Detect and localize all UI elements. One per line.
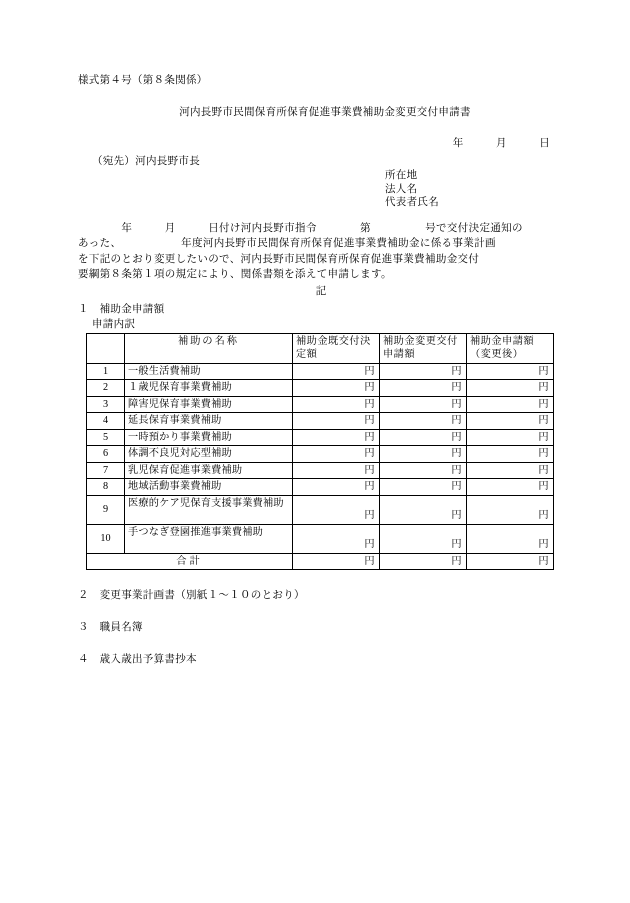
row-subsidy-name: 体調不良児対応型補助 xyxy=(125,446,293,463)
applicant-representative-label: 代表者氏名 xyxy=(385,197,439,208)
row-change-request-amount[interactable]: 円 xyxy=(380,380,467,397)
row-already-decided-amount[interactable]: 円 xyxy=(293,380,380,397)
row-change-request-amount[interactable]: 円 xyxy=(380,479,467,496)
row-already-decided-amount[interactable]: 円 xyxy=(293,495,380,524)
attachment-item-2: ２ 変更事業計画書（別紙１～１０のとおり） xyxy=(78,590,305,601)
table-row xyxy=(87,413,554,430)
row-subsidy-name: １歳児保育事業費補助 xyxy=(125,380,293,397)
column-header-already-decided: 補助金既交付決定額 xyxy=(293,333,380,363)
row-subsidy-name: 障害児保育事業費補助 xyxy=(125,396,293,413)
row-change-request-amount[interactable]: 円 xyxy=(380,524,467,553)
row-subsidy-name: 一時預かり事業費補助 xyxy=(125,429,293,446)
row-number: 9 xyxy=(87,495,125,524)
form-number: 様式第４号（第８条関係） xyxy=(78,75,208,86)
table-row xyxy=(87,479,554,496)
row-change-request-amount[interactable]: 円 xyxy=(380,363,467,380)
table-body xyxy=(87,363,554,570)
table-row xyxy=(87,524,554,553)
row-request-after-amount[interactable]: 円 xyxy=(467,380,554,397)
row-change-request-amount[interactable]: 円 xyxy=(380,396,467,413)
row-number: 6 xyxy=(87,446,125,463)
row-already-decided-amount[interactable]: 円 xyxy=(293,413,380,430)
row-subsidy-name: 乳児保育促進事業費補助 xyxy=(125,462,293,479)
total-request-after-amount[interactable]: 円 xyxy=(467,553,554,570)
row-request-after-amount[interactable]: 円 xyxy=(467,396,554,413)
applicant-address-label: 所在地 xyxy=(385,170,418,181)
date-line: 年 月 日 xyxy=(452,138,550,149)
row-already-decided-amount[interactable]: 円 xyxy=(293,446,380,463)
row-subsidy-name: 一般生活費補助 xyxy=(125,363,293,380)
row-already-decided-amount[interactable]: 円 xyxy=(293,363,380,380)
row-number: 5 xyxy=(87,429,125,446)
column-header-change-request: 補助金変更交付申請額 xyxy=(380,333,467,363)
document-title: 河内長野市民間保育所保育促進事業費補助金変更交付申請書 xyxy=(179,107,471,118)
table-row xyxy=(87,429,554,446)
table-row xyxy=(87,495,554,524)
table-row xyxy=(87,462,554,479)
row-number: 3 xyxy=(87,396,125,413)
attachment-item-3: ３ 職員名簿 xyxy=(78,622,143,633)
total-change-request-amount[interactable]: 円 xyxy=(380,553,467,570)
row-already-decided-amount[interactable]: 円 xyxy=(293,524,380,553)
column-header-no xyxy=(87,333,125,363)
row-request-after-amount[interactable]: 円 xyxy=(467,462,554,479)
row-request-after-amount[interactable]: 円 xyxy=(467,524,554,553)
row-number: 10 xyxy=(87,524,125,553)
attachment-item-4: ４ 歳入歳出予算書抄本 xyxy=(78,654,197,665)
table-row xyxy=(87,363,554,380)
document-body xyxy=(78,72,558,666)
row-request-after-amount[interactable]: 円 xyxy=(467,413,554,430)
row-number: 2 xyxy=(87,380,125,397)
row-number: 7 xyxy=(87,462,125,479)
row-subsidy-name: 地域活動事業費補助 xyxy=(125,479,293,496)
body-line-1: 年 月 日付け河内長野市指令 第 号で交付決定通知の xyxy=(78,222,523,234)
total-label: 合計 xyxy=(87,553,293,570)
row-request-after-amount[interactable]: 円 xyxy=(467,429,554,446)
row-change-request-amount[interactable]: 円 xyxy=(380,446,467,463)
body-line-3: を下記のとおり変更したいので、河内長野市民間保育所保育促進事業費補助金交付 xyxy=(78,253,480,265)
row-change-request-amount[interactable]: 円 xyxy=(380,413,467,430)
row-change-request-amount[interactable]: 円 xyxy=(380,495,467,524)
table-total-row xyxy=(87,553,554,570)
applicant-block xyxy=(78,169,558,210)
row-number: 8 xyxy=(87,479,125,496)
table-row xyxy=(87,396,554,413)
ki-marker: 記 xyxy=(315,285,327,297)
body-line-4: 要綱第８条第１項の規定により、関係書類を添えて申請します。 xyxy=(78,269,392,280)
row-subsidy-name: 延長保育事業費補助 xyxy=(125,413,293,430)
column-header-name: 補助の名称 xyxy=(125,333,293,363)
total-already-decided-amount[interactable]: 円 xyxy=(293,553,380,570)
row-change-request-amount[interactable]: 円 xyxy=(380,429,467,446)
row-request-after-amount[interactable]: 円 xyxy=(467,479,554,496)
applicant-corporation-label: 法人名 xyxy=(385,183,418,195)
row-already-decided-amount[interactable]: 円 xyxy=(293,479,380,496)
row-request-after-amount[interactable]: 円 xyxy=(467,495,554,524)
row-change-request-amount[interactable]: 円 xyxy=(380,462,467,479)
row-number: 4 xyxy=(87,413,125,430)
section-1-subheading: 申請内訳 xyxy=(92,318,136,330)
section-1-heading: １ 補助金申請額 xyxy=(78,303,165,315)
row-subsidy-name: 手つなぎ登園推進事業費補助 xyxy=(125,524,293,553)
table-row xyxy=(87,446,554,463)
addressee: （宛先）河内長野市長 xyxy=(92,156,200,167)
row-request-after-amount[interactable]: 円 xyxy=(467,363,554,380)
row-number: 1 xyxy=(87,363,125,380)
row-already-decided-amount[interactable]: 円 xyxy=(293,396,380,413)
row-request-after-amount[interactable]: 円 xyxy=(467,446,554,463)
body-paragraph xyxy=(78,221,558,283)
column-header-request-after: 補助金申請額（変更後） xyxy=(467,333,554,363)
table-header-row xyxy=(87,333,554,363)
row-subsidy-name: 医療的ケア児保育支援事業費補助 xyxy=(125,495,293,524)
table-row xyxy=(87,380,554,397)
body-line-2: あった、 年度河内長野市民間保育所保育促進事業費補助金に係る事業計画 xyxy=(78,238,496,249)
row-already-decided-amount[interactable]: 円 xyxy=(293,429,380,446)
row-already-decided-amount[interactable]: 円 xyxy=(293,462,380,479)
grant-amount-table xyxy=(86,333,554,571)
